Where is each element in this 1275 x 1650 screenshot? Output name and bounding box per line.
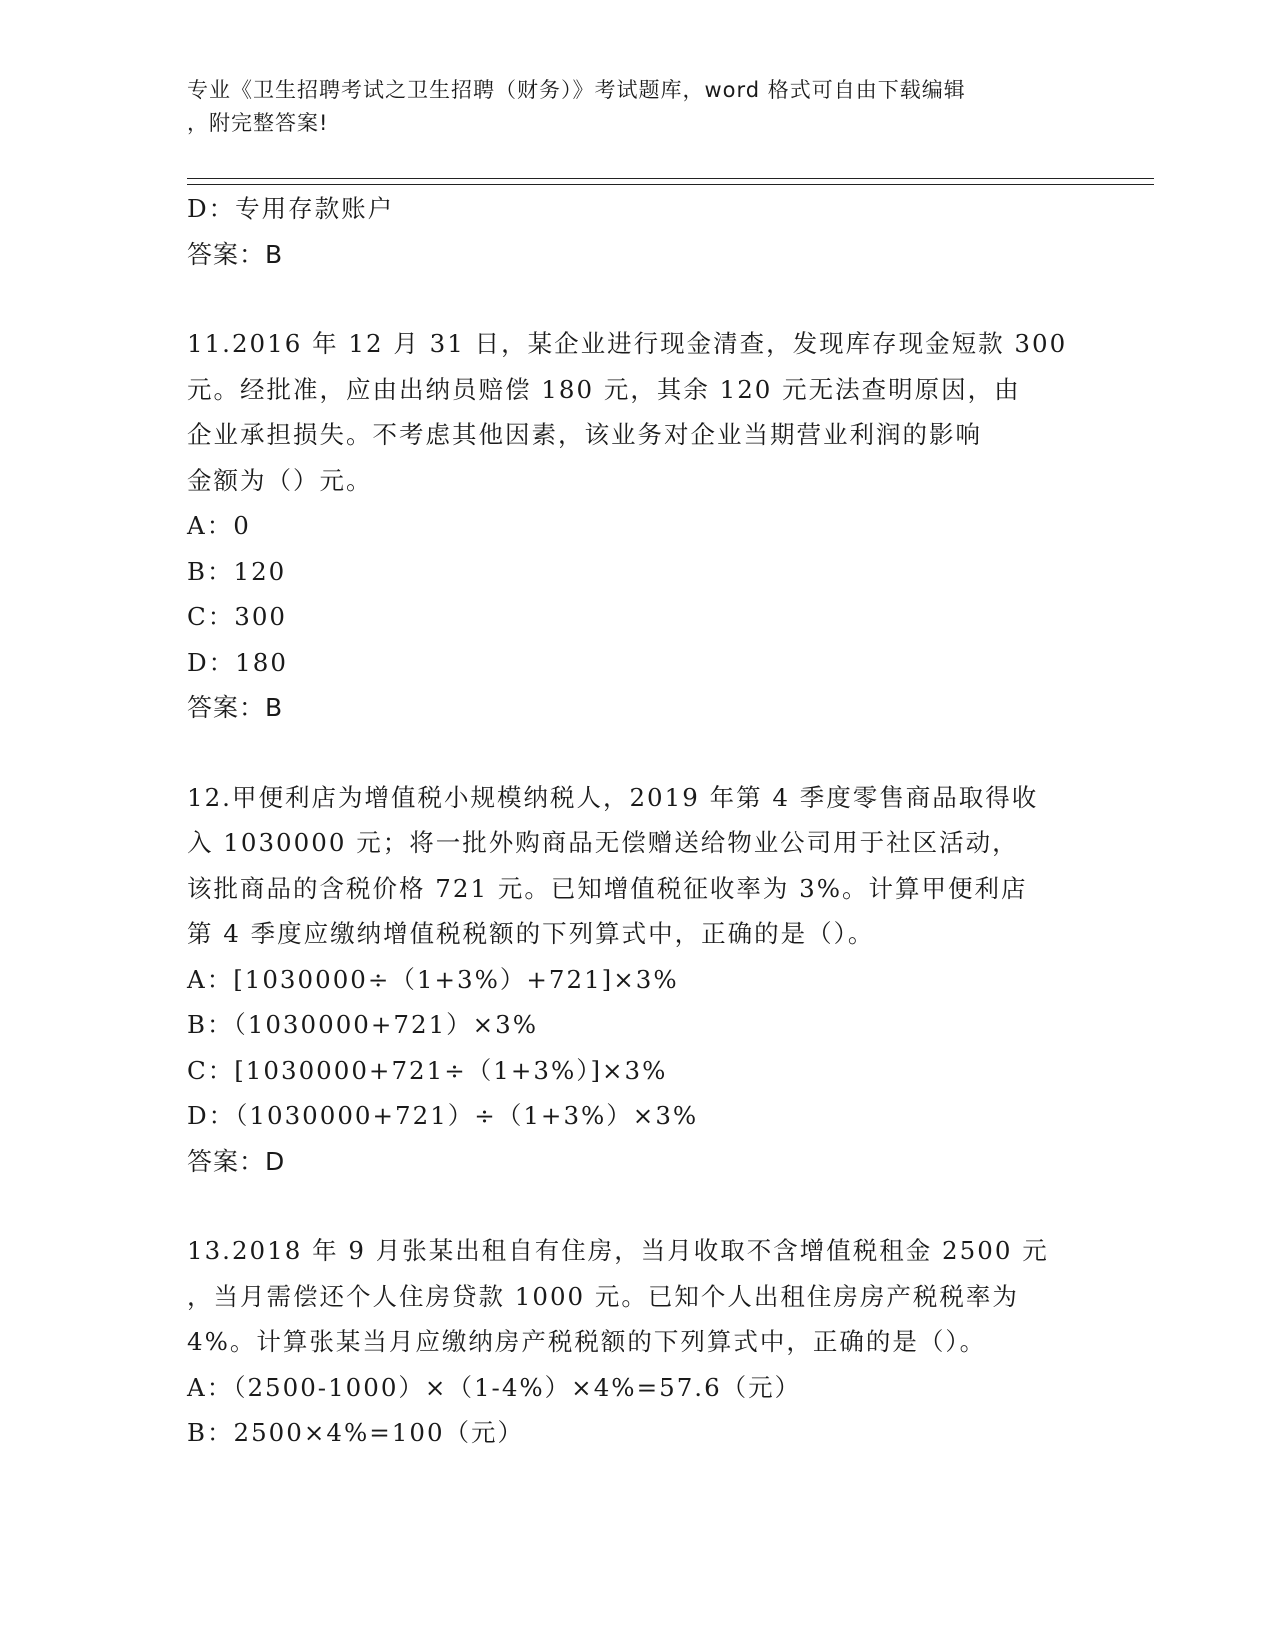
question-12 — [187, 775, 1087, 1185]
question-text-line: ，当月需偿还个人住房贷款 1000 元。已知个人出租住房房产税税率为 — [187, 1281, 1019, 1311]
header-line-1: 专业《卫生招聘考试之卫生招聘（财务）》考试题库，word 格式可自由下载编辑 — [187, 78, 966, 102]
answer: 答案：B — [187, 239, 284, 269]
question-11 — [187, 321, 1087, 731]
option-c: C：[1030000+721÷（1+3%）]×3% — [187, 1055, 668, 1085]
question-text-line: 第 4 季度应缴纳增值税税额的下列算式中，正确的是（）。 — [187, 919, 875, 948]
option-d: D：（1030000+721）÷（1+3%）×3% — [187, 1101, 699, 1130]
question-text-line: 4%。计算张某当月应缴纳房产税税额的下列算式中，正确的是（）。 — [187, 1327, 987, 1356]
question-text-line: 元。经批准，应由出纳员赔偿 180 元，其余 120 元无法查明原因，由 — [187, 374, 1021, 404]
option-a: A：（2500-1000）×（1-4%）×4%=57.6（元） — [187, 1372, 802, 1402]
question-text-line: 该批商品的含税价格 721 元。已知增值税征收率为 3%。计算甲便利店 — [187, 873, 1028, 903]
header-divider-top — [187, 178, 1154, 179]
option-d: D：专用存款账户 — [187, 194, 395, 223]
option-a: A：0 — [187, 511, 251, 540]
option-a: A：[1030000÷（1+3%）+721]×3% — [187, 964, 679, 994]
option-b: B：（1030000+721）×3% — [187, 1010, 539, 1039]
question-text-line: 金额为（）元。 — [187, 465, 373, 495]
header-divider-bottom — [187, 184, 1154, 185]
document-header — [187, 74, 1087, 140]
question-13 — [187, 1228, 1087, 1456]
header-line-2: ，附完整答案! — [187, 111, 329, 135]
option-b: B：120 — [187, 556, 287, 586]
question-text-line: 企业承担损失。不考虑其他因素，该业务对企业当期营业利润的影响 — [187, 420, 982, 449]
question-text-line: 12.甲便利店为增值税小规模纳税人，2019 年第 4 季度零售商品取得收 — [187, 782, 1039, 812]
answer: 答案：D — [187, 1146, 286, 1176]
document-body — [187, 186, 1087, 1456]
option-c: C：300 — [187, 602, 288, 631]
option-b: B：2500×4%=100（元） — [187, 1418, 525, 1447]
option-d: D：180 — [187, 647, 288, 677]
answer: 答案：B — [187, 693, 284, 722]
question-text-line: 入 1030000 元；将一批外购商品无偿赠送给物业公司用于社区活动， — [187, 828, 1019, 857]
question-text-line: 13.2018 年 9 月张某出租自有住房，当月收取不含增值税租金 2500 元 — [187, 1236, 1049, 1265]
question-10-tail — [187, 186, 1087, 277]
question-text-line: 11.2016 年 12 月 31 日，某企业进行现金清查，发现库存现金短款 300 — [187, 329, 1068, 358]
